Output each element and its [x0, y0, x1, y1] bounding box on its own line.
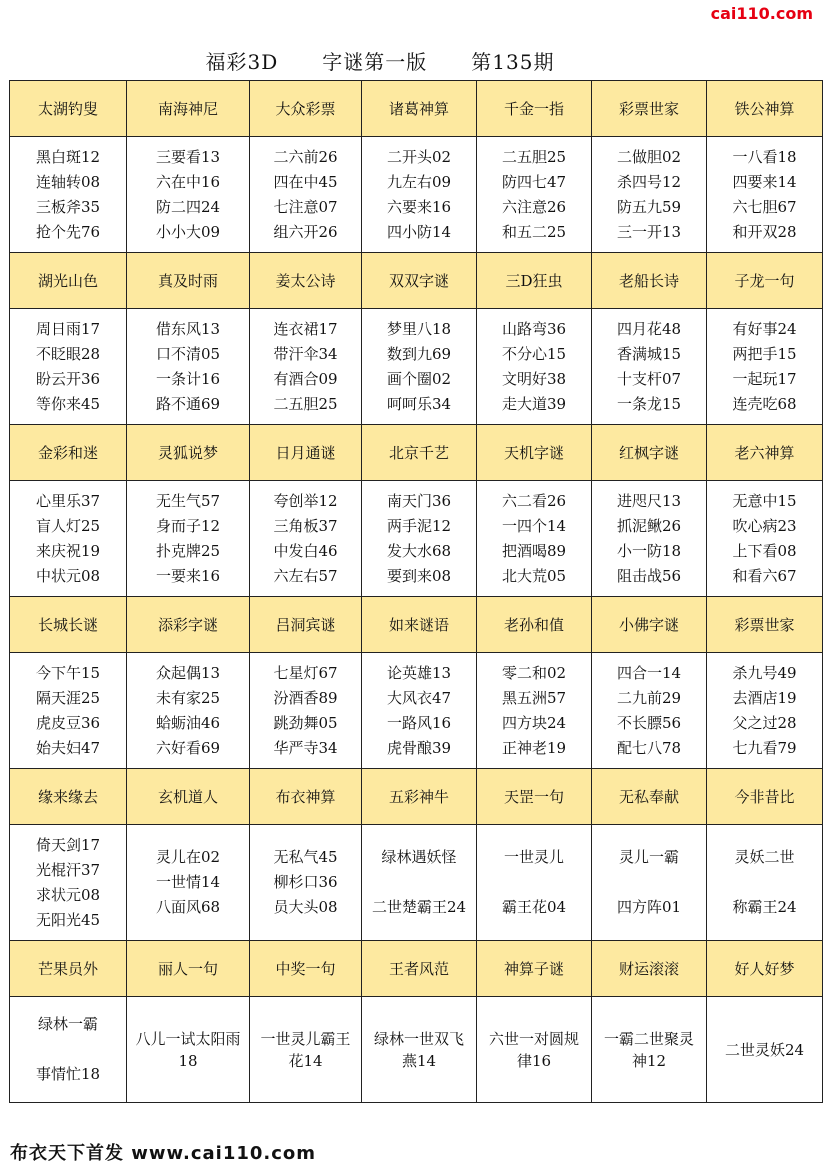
riddle-line: 北大荒05	[501, 566, 567, 585]
riddle-line: 组六开26	[273, 222, 338, 241]
riddle-cell	[592, 997, 707, 1103]
riddle-line: 称霸王24	[732, 898, 797, 916]
riddle-cell	[10, 653, 127, 769]
riddle-line: 扑克牌25	[155, 541, 221, 560]
riddle-line: 两把手15	[732, 344, 797, 363]
riddle-line: 父之过28	[732, 713, 797, 732]
riddle-line: 一要来16	[155, 566, 221, 585]
riddle-line: 一路风16	[386, 713, 452, 732]
riddle-cell	[707, 653, 823, 769]
riddle-line: 两手泥12	[386, 516, 452, 535]
riddle-line: 绿林遇妖怪	[381, 848, 457, 866]
riddle-line: 大风衣47	[386, 688, 452, 707]
riddle-line: 一霸二世聚灵神12	[603, 1029, 694, 1070]
riddle-line: 六左右57	[273, 566, 338, 585]
riddle-line: 不眨眼28	[35, 344, 101, 363]
riddle-cell	[477, 309, 592, 425]
riddle-line: 把酒喝89	[501, 541, 567, 560]
riddle-cell	[250, 309, 362, 425]
riddle-line: 二九前29	[616, 688, 682, 707]
column-header: 子龙一句	[707, 253, 823, 309]
riddle-line: 二世灵妖24	[724, 1040, 805, 1059]
riddle-line: 夸创举12	[273, 491, 338, 510]
riddle-line: 六七胆67	[732, 197, 797, 216]
riddle-cell	[362, 309, 477, 425]
column-header: 南海神尼	[127, 81, 250, 137]
riddle-line: 今下午15	[35, 663, 101, 682]
riddle-line: 来庆祝19	[35, 541, 101, 560]
riddle-line: 中状元08	[35, 566, 101, 585]
page-title	[0, 46, 760, 75]
column-header: 彩票世家	[707, 597, 823, 653]
riddle-row	[10, 137, 823, 253]
header-row	[10, 769, 823, 825]
footer-watermark: 布衣天下首发 www.cai110.com	[0, 1139, 370, 1169]
riddle-line: 中发白46	[273, 541, 338, 560]
riddle-cell	[707, 309, 823, 425]
riddle-line: 虎骨酿39	[386, 738, 452, 757]
riddle-line: 四方块24	[501, 713, 567, 732]
riddle-line: 汾酒香89	[273, 688, 338, 707]
riddle-line: 霸王花04	[501, 898, 567, 916]
riddle-line: 未有家25	[155, 688, 221, 707]
riddle-line: 六注意26	[501, 197, 567, 216]
column-header: 真及时雨	[127, 253, 250, 309]
riddle-line: 灵儿在02	[155, 848, 221, 866]
column-header: 神算子谜	[477, 941, 592, 997]
riddle-cell	[362, 997, 477, 1103]
column-header: 财运滚滚	[592, 941, 707, 997]
column-header: 五彩神牛	[362, 769, 477, 825]
riddle-line: 事情忙18	[35, 1065, 101, 1083]
column-header: 缘来缘去	[10, 769, 127, 825]
riddle-line: 六好看69	[155, 738, 221, 757]
column-header: 无私奉献	[592, 769, 707, 825]
column-header: 灵狐说梦	[127, 425, 250, 481]
riddle-cell	[362, 825, 477, 941]
riddle-line: 小小大09	[155, 222, 221, 241]
riddle-line: 蛤蛎油46	[155, 713, 221, 732]
riddle-line: 小一防18	[616, 541, 682, 560]
column-header: 天罡一句	[477, 769, 592, 825]
riddle-line: 防四七47	[501, 172, 567, 191]
header-row	[10, 425, 823, 481]
riddle-cell	[127, 137, 250, 253]
riddle-line: 一世灵儿	[503, 848, 564, 866]
riddle-line: 数到九69	[386, 344, 452, 363]
riddle-cell	[707, 825, 823, 941]
title-issue: 第135期	[471, 50, 555, 74]
riddle-cell	[127, 653, 250, 769]
riddle-line: 等你来45	[35, 394, 101, 413]
riddle-line: 心里乐37	[35, 491, 101, 510]
riddle-line: 防二四24	[155, 197, 221, 216]
riddle-cell	[10, 137, 127, 253]
riddle-line: 灵儿一霸	[618, 848, 679, 866]
riddle-line: 六世一对圆规律16	[488, 1029, 579, 1070]
riddle-line: 防五九59	[616, 197, 682, 216]
riddle-line: 有好事24	[732, 319, 797, 338]
riddle-cell	[477, 825, 592, 941]
riddle-line: 隔天涯25	[35, 688, 101, 707]
riddle-line: 发大水68	[386, 541, 452, 560]
column-header: 老六神算	[707, 425, 823, 481]
riddle-line: 柳杉口36	[273, 873, 338, 891]
riddle-line: 周日雨17	[35, 319, 101, 338]
riddle-cell	[477, 137, 592, 253]
riddle-line: 吹心病23	[732, 516, 797, 535]
riddle-line: 一起玩17	[732, 369, 797, 388]
column-header: 金彩和迷	[10, 425, 127, 481]
riddle-line: 二做胆02	[616, 147, 682, 166]
riddle-line: 灵妖二世	[734, 848, 795, 866]
riddle-line: 六要来16	[386, 197, 452, 216]
riddle-line: 连轴转08	[35, 172, 101, 191]
riddle-line: 一四个14	[501, 516, 567, 535]
riddle-line: 配七八78	[616, 738, 682, 757]
riddle-line: 杀九号49	[732, 663, 797, 682]
riddle-cell	[250, 653, 362, 769]
column-header: 日月通谜	[250, 425, 362, 481]
column-header: 彩票世家	[592, 81, 707, 137]
column-header: 玄机道人	[127, 769, 250, 825]
riddle-line: 二开头02	[386, 147, 452, 166]
riddle-table	[9, 80, 823, 1103]
riddle-cell	[127, 997, 250, 1103]
column-header: 诸葛神算	[362, 81, 477, 137]
riddle-cell	[592, 137, 707, 253]
riddle-line: 四方阵01	[616, 898, 682, 916]
riddle-line: 一条龙15	[616, 394, 682, 413]
riddle-line: 呵呵乐34	[386, 394, 452, 413]
riddle-line: 论英雄13	[386, 663, 452, 682]
riddle-line: 身而子12	[155, 516, 221, 535]
riddle-line: 绿林一霸	[37, 1015, 98, 1033]
riddle-line: 有酒合09	[273, 369, 338, 388]
riddle-line: 绿林一世双飞燕14	[373, 1029, 464, 1070]
riddle-cell	[592, 481, 707, 597]
riddle-cell	[477, 481, 592, 597]
riddle-line: 六二看26	[501, 491, 567, 510]
riddle-line: 光棍汗37	[35, 860, 101, 879]
riddle-line: 黑白斑12	[35, 147, 101, 166]
riddle-cell	[477, 997, 592, 1103]
site-logo: cai110.com	[710, 4, 813, 23]
riddle-cell	[707, 997, 823, 1103]
column-header: 千金一指	[477, 81, 592, 137]
riddle-cell	[10, 309, 127, 425]
riddle-line: 始夫妇47	[35, 738, 101, 757]
riddle-line: 和看六67	[732, 566, 797, 585]
riddle-cell	[362, 653, 477, 769]
riddle-cell	[707, 137, 823, 253]
riddle-line: 求状元08	[35, 885, 101, 904]
riddle-line: 和开双28	[732, 222, 797, 241]
riddle-cell	[707, 481, 823, 597]
riddle-cell	[592, 653, 707, 769]
riddle-cell	[250, 997, 362, 1103]
riddle-line: 倚天剑17	[35, 835, 101, 854]
riddle-cell	[592, 309, 707, 425]
column-header: 北京千艺	[362, 425, 477, 481]
header-row	[10, 941, 823, 997]
riddle-cell	[10, 481, 127, 597]
riddle-line: 路不通69	[155, 394, 221, 413]
riddle-line: 梦里八18	[386, 319, 452, 338]
riddle-line: 三角板37	[273, 516, 338, 535]
column-header: 红枫字谜	[592, 425, 707, 481]
column-header: 布衣神算	[250, 769, 362, 825]
title-name: 字谜第一版	[322, 50, 428, 74]
riddle-line: 借东风13	[155, 319, 221, 338]
riddle-line: 二五胆25	[273, 394, 338, 413]
column-header: 好人好梦	[707, 941, 823, 997]
riddle-cell	[127, 481, 250, 597]
riddle-line: 八面风68	[155, 898, 221, 916]
column-header: 姜太公诗	[250, 253, 362, 309]
column-header: 太湖钓叟	[10, 81, 127, 137]
riddle-cell	[10, 997, 127, 1103]
riddle-line: 黑五洲57	[501, 688, 567, 707]
column-header: 如来谜语	[362, 597, 477, 653]
riddle-line: 跳劲舞05	[273, 713, 338, 732]
header-row	[10, 253, 823, 309]
riddle-cell	[362, 137, 477, 253]
riddle-line: 八儿一试太阳雨18	[135, 1029, 241, 1070]
riddle-cell	[592, 825, 707, 941]
riddle-line: 抢个先76	[35, 222, 101, 241]
riddle-line: 连衣裙17	[273, 319, 338, 338]
riddle-line: 带汗伞34	[273, 344, 338, 363]
riddle-line: 七注意07	[273, 197, 338, 216]
column-header: 小佛字谜	[592, 597, 707, 653]
riddle-line: 六在中16	[155, 172, 221, 191]
riddle-cell	[477, 653, 592, 769]
riddle-line: 无意中15	[732, 491, 797, 510]
riddle-line: 画个圈02	[386, 369, 452, 388]
riddle-line: 进咫尺13	[616, 491, 682, 510]
column-header: 添彩字谜	[127, 597, 250, 653]
riddle-line: 正神老19	[501, 738, 567, 757]
riddle-cell	[362, 481, 477, 597]
column-header: 中奖一句	[250, 941, 362, 997]
riddle-cell	[10, 825, 127, 941]
column-header: 今非昔比	[707, 769, 823, 825]
riddle-line: 山路弯36	[501, 319, 567, 338]
riddle-line: 二世楚霸王24	[371, 898, 467, 916]
column-header: 老船长诗	[592, 253, 707, 309]
riddle-line: 连壳吃68	[732, 394, 797, 413]
column-header: 长城长谜	[10, 597, 127, 653]
column-header: 湖光山色	[10, 253, 127, 309]
riddle-cell	[250, 825, 362, 941]
riddle-line: 盼云开36	[35, 369, 101, 388]
riddle-line: 要到来08	[386, 566, 452, 585]
riddle-line: 杀四号12	[616, 172, 682, 191]
header-row	[10, 81, 823, 137]
riddle-line: 二五胆25	[501, 147, 567, 166]
riddle-line: 无私气45	[273, 848, 338, 866]
riddle-line: 走大道39	[501, 394, 567, 413]
column-header: 双双字谜	[362, 253, 477, 309]
riddle-line: 无阳光45	[35, 910, 101, 929]
riddle-line: 二六前26	[273, 147, 338, 166]
riddle-line: 三板斧35	[35, 197, 101, 216]
column-header: 芒果员外	[10, 941, 127, 997]
riddle-line: 华严寺34	[273, 738, 338, 757]
riddle-line: 零二和02	[501, 663, 567, 682]
riddle-line: 众起偶13	[155, 663, 221, 682]
riddle-cell	[127, 309, 250, 425]
riddle-row	[10, 653, 823, 769]
riddle-line: 文明好38	[501, 369, 567, 388]
riddle-line: 七星灯67	[273, 663, 338, 682]
riddle-line: 员大头08	[273, 898, 338, 916]
riddle-line: 四月花48	[616, 319, 682, 338]
riddle-cell	[127, 825, 250, 941]
riddle-row	[10, 825, 823, 941]
riddle-row	[10, 997, 823, 1103]
column-header: 丽人一句	[127, 941, 250, 997]
riddle-line: 不分心15	[501, 344, 567, 363]
riddle-row	[10, 481, 823, 597]
riddle-cell	[250, 137, 362, 253]
riddle-line: 四小防14	[386, 222, 452, 241]
header-row	[10, 597, 823, 653]
riddle-line: 四在中45	[273, 172, 338, 191]
riddle-line: 九左右09	[386, 172, 452, 191]
riddle-line: 一世灵儿霸王花14	[260, 1029, 351, 1070]
riddle-line: 三要看13	[155, 147, 221, 166]
riddle-line: 四要来14	[732, 172, 797, 191]
column-header: 三D狂虫	[477, 253, 592, 309]
riddle-line: 一条计16	[155, 369, 221, 388]
riddle-line: 无生气57	[155, 491, 221, 510]
riddle-line: 抓泥鳅26	[616, 516, 682, 535]
column-header: 大众彩票	[250, 81, 362, 137]
riddle-row	[10, 309, 823, 425]
riddle-line: 南天门36	[386, 491, 452, 510]
column-header: 老孙和值	[477, 597, 592, 653]
riddle-line: 盲人灯25	[35, 516, 101, 535]
column-header: 吕洞宾谜	[250, 597, 362, 653]
riddle-line: 虎皮豆36	[35, 713, 101, 732]
riddle-line: 去酒店19	[732, 688, 797, 707]
column-header: 王者风范	[362, 941, 477, 997]
title-lottery: 福彩3D	[205, 50, 279, 74]
riddle-line: 和五二25	[501, 222, 567, 241]
riddle-line: 口不清05	[155, 344, 221, 363]
riddle-line: 一八看18	[732, 147, 797, 166]
riddle-line: 七九看79	[732, 738, 797, 757]
riddle-line: 一世情14	[155, 873, 221, 891]
riddle-line: 阻击战56	[616, 566, 682, 585]
riddle-line: 十支杆07	[616, 369, 682, 388]
column-header: 铁公神算	[707, 81, 823, 137]
riddle-cell	[250, 481, 362, 597]
column-header: 天机字谜	[477, 425, 592, 481]
riddle-line: 三一开13	[616, 222, 682, 241]
riddle-line: 不长膘56	[616, 713, 682, 732]
riddle-line: 四合一14	[616, 663, 682, 682]
riddle-line: 香满城15	[616, 344, 682, 363]
riddle-line: 上下看08	[732, 541, 797, 560]
